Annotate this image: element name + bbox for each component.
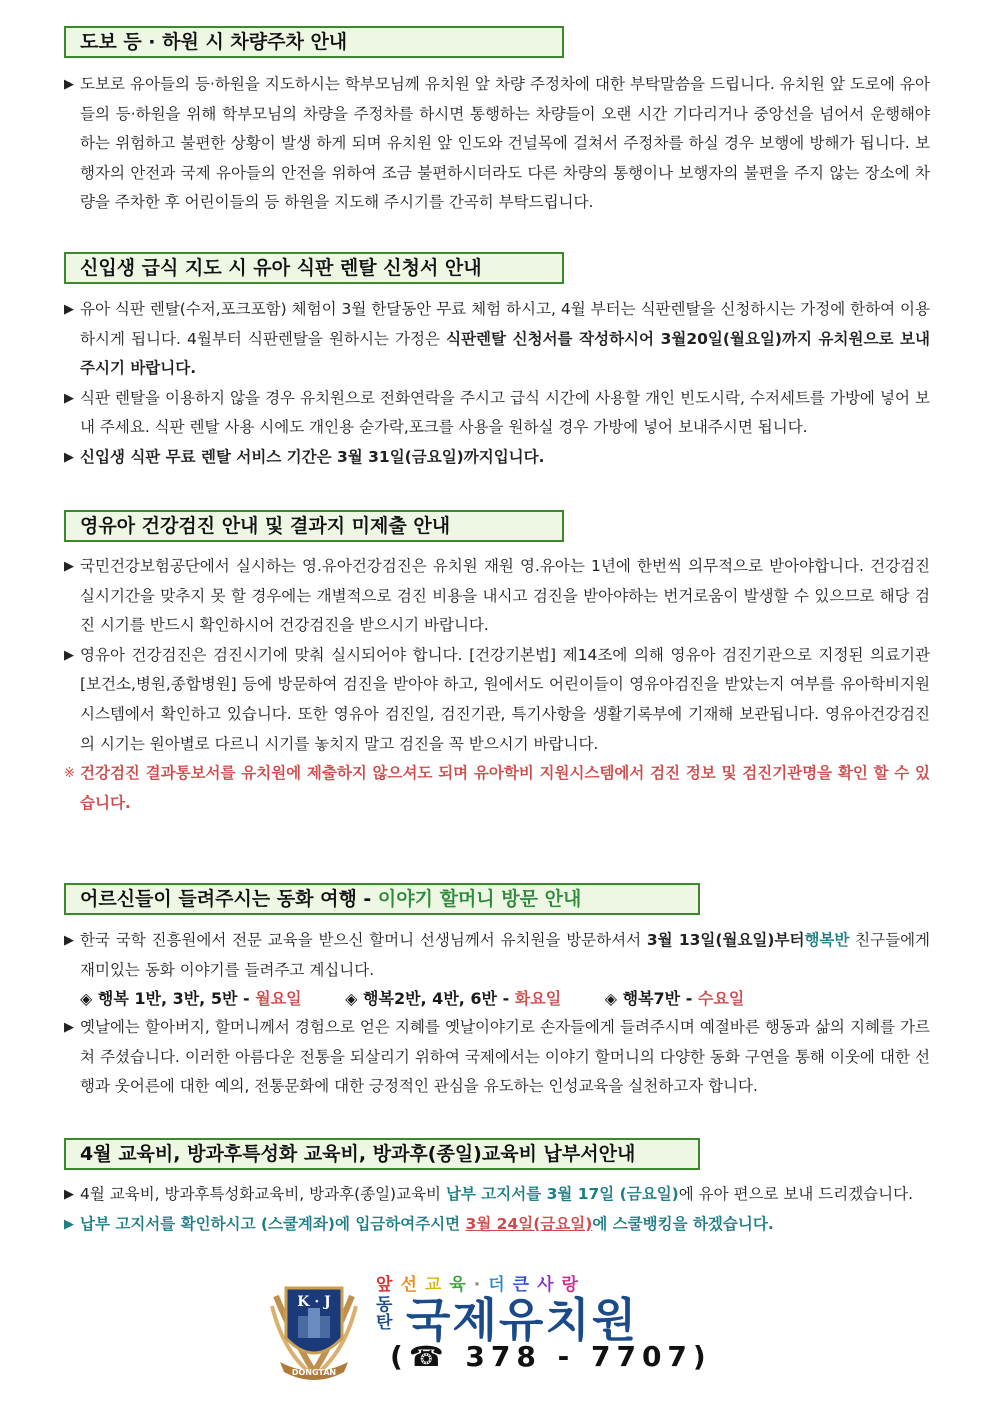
slogan-char: · <box>473 1275 489 1295</box>
bullet-icon: ▶ <box>64 1216 74 1232</box>
diamond-icon: ◈ <box>604 989 623 1008</box>
svg-text:K · J: K · J <box>297 1294 331 1310</box>
story-days: ◈ 행복 1반, 3반, 5반 - 월요일 ◈ 행복2반, 4반, 6반 - 화요일 ◈ 행복7반 - 수요일 <box>80 989 745 1008</box>
slogan-char: 앞 <box>376 1275 401 1295</box>
bullet-icon: ▶ <box>64 933 74 948</box>
section-2-title: 신입생 급식 지도 시 유아 식판 렌탈 신청서 안내 <box>64 252 564 284</box>
bullet-icon: ▶ <box>64 1187 74 1202</box>
slogan-char: 랑 <box>561 1275 586 1295</box>
phone-number: (☎ 378 - 7707) <box>390 1340 712 1373</box>
kindergarten-emblem-icon <box>262 1276 366 1384</box>
diamond-icon: ◈ <box>345 989 364 1008</box>
note-icon: ※ <box>64 766 75 782</box>
kindergarten-name: 국제유치원 <box>406 1293 639 1347</box>
slogan-char: 교 <box>424 1275 450 1295</box>
bullet-icon: ▶ <box>64 390 74 406</box>
dongtan-label: 동 탄 <box>376 1295 393 1333</box>
slogan-char: 사 <box>537 1275 562 1295</box>
section-2-body: ▶ 유아 식판 렌탈(수저,포크포함) 체험이 3월 한달동안 무료 체험 하시고, 4월 부터는 식판렌탈을 신청하시는 가정에 한하여 이용하시게 됩니다. 4월부터 식판렌탈을 원하시는 가정은 식판렌탈 신청서를 작성하시어 3월20일(월요일)까지 유치원으로 보내주시기 바랍니다. ▶ 식판 렌탈을 이용하지 않을 경우 유치원으로 전화연락을 주시고 급식 시간에 사용할 개인 빈도시락, 수저세트를 가방에 넣어 보내 주세요. 식판 렌탈 사용 시에도 개인용 숟가락,포크를 사용을 원하실 경우 가방에 넣어 보내주시면 됩니다. ▶ 신입생 식판 무료 렌탈 서비스 기간은 3월 31일(금요일)까지입니다. <box>64 295 930 473</box>
diamond-icon: ◈ <box>80 989 98 1008</box>
slogan-char: 큰 <box>512 1275 538 1295</box>
section-4-body-2: ▶ 옛날에는 할아버지, 할머니께서 경험으로 얻은 지혜를 옛날이야기로 손자들에게 들려주시며 예절바른 행동과 삶의 지혜를 가르쳐 주셨습니다. 이러한 아름다운 전통을 되살리기 위하여 국제에서는 이야기 할머니의 다양한 동화 구연을 통해 이웃에 대한 선행과 웃어른에 대한 예의, 전통문화에 대한 긍정적인 관심을 유도하는 인성교육을 실천하고자 합니다. <box>64 1013 930 1102</box>
bullet-icon: ▶ <box>64 302 74 317</box>
bullet-icon: ▶ <box>64 449 74 465</box>
section-5-body: ▶ 4월 교육비, 방과후특성화교육비, 방과후(종일)교육비 납부 고지서를 3월 17일 (금요일)에 유아 편으로 보내 드리겠습니다. ▶ 납부 고지서를 확인하시고 (스쿨계좌)에 입금하여주시면 3월 24일(금요일)에 스쿨뱅킹을 하겠습니다. <box>64 1180 930 1239</box>
section-1-body: ▶ 도보로 유아들의 등·하원을 지도하시는 학부모님께 유치원 앞 차량 주정차에 대한 부탁말씀을 드립니다. 유치원 앞 도로에 유아들의 등·하원을 위해 학부모님의 차량을 주정차를 하시면 통행하는 차량들이 오랜 시간 기다리거나 중앙선을 넘어서 운행해야 하는 위험하고 불편한 상황이 발생 하게 되며 유치원 앞 인도와 건널목에 걸쳐서 주정차를 하실 경우 보행에 방해가 됩니다. 보행자의 안전과 국제 유아들의 안전을 위하여 조금 불편하시더라도 다른 차량의 통행이나 보행자의 불편을 주지 않는 장소에 차량을 주차한 후 어린이들의 등 하원을 지도해 주시기를 간곡히 부탁드립니다. <box>64 70 930 218</box>
svg-text:DONGTAN: DONGTAN <box>291 1368 337 1377</box>
section-3-title: 영유아 건강검진 안내 및 결과지 미제출 안내 <box>64 510 564 542</box>
section-1-title: 도보 등 · 하원 시 차량주차 안내 <box>64 26 564 58</box>
section-4-title: 어르신들이 들려주시는 동화 여행 - 이야기 할머니 방문 안내 <box>64 883 700 915</box>
bullet-icon: ▶ <box>64 647 74 663</box>
section-4-body-1: ▶ 한국 국학 진흥원에서 전문 교육을 받으신 할머니 선생님께서 유치원을 방문하셔서 3월 13일(월요일)부터행복반 친구들에게 재미있는 동화 이야기를 들려주고 계십니다. <box>64 926 930 985</box>
bullet-icon: ▶ <box>64 77 74 92</box>
slogan-char: 육 <box>449 1275 474 1295</box>
section-3-body: ▶ 국민건강보험공단에서 실시하는 영.유아건강검진은 유치원 재원 영.유아는 1년에 한번씩 의무적으로 받아야합니다. 건강검진 실시기간을 맞추지 못 할 경우에는 개별적으로 검진 비용을 내시고 검진을 받아야하는 번거로움이 발생할 수 있으므로 해당 검진 시기를 반드시 확인하시어 건강검진을 받으시기 바랍니다. ▶ 영유아 건강검진은 검진시기에 맞춰 실시되어야 합니다. [건강기본법] 제14조에 의해 영유아 검진기관으로 지정된 의료기관[보건소,병원,종합병원] 등에 방문하여 검진을 받아야 하고, 원에서도 어린이들이 영유아검진을 받았는지 여부를 유아학비지원시스템에서 확인하고 있습니다. 또한 영유아 검진일, 검진기관, 특기사항을 생활기록부에 기재해 보관됩니다. 영유아건강검진의 시기는 원아별로 다르니 시기를 놓치지 말고 검진을 꼭 받으시기 바랍니다. ※ 건강검진 결과통보서를 유치원에 제출하지 않으셔도 되며 유아학비 지원시스템에서 검진 정보 및 검진기관명을 확인 할 수 있습니다. <box>64 552 930 818</box>
slogan-char: 선 <box>400 1275 425 1295</box>
section-5-title: 4월 교육비, 방과후특성화 교육비, 방과후(종일)교육비 납부서안내 <box>64 1138 700 1170</box>
bullet-icon: ▶ <box>64 559 74 574</box>
slogan-char: 더 <box>488 1275 513 1295</box>
bullet-icon: ▶ <box>64 1020 74 1035</box>
